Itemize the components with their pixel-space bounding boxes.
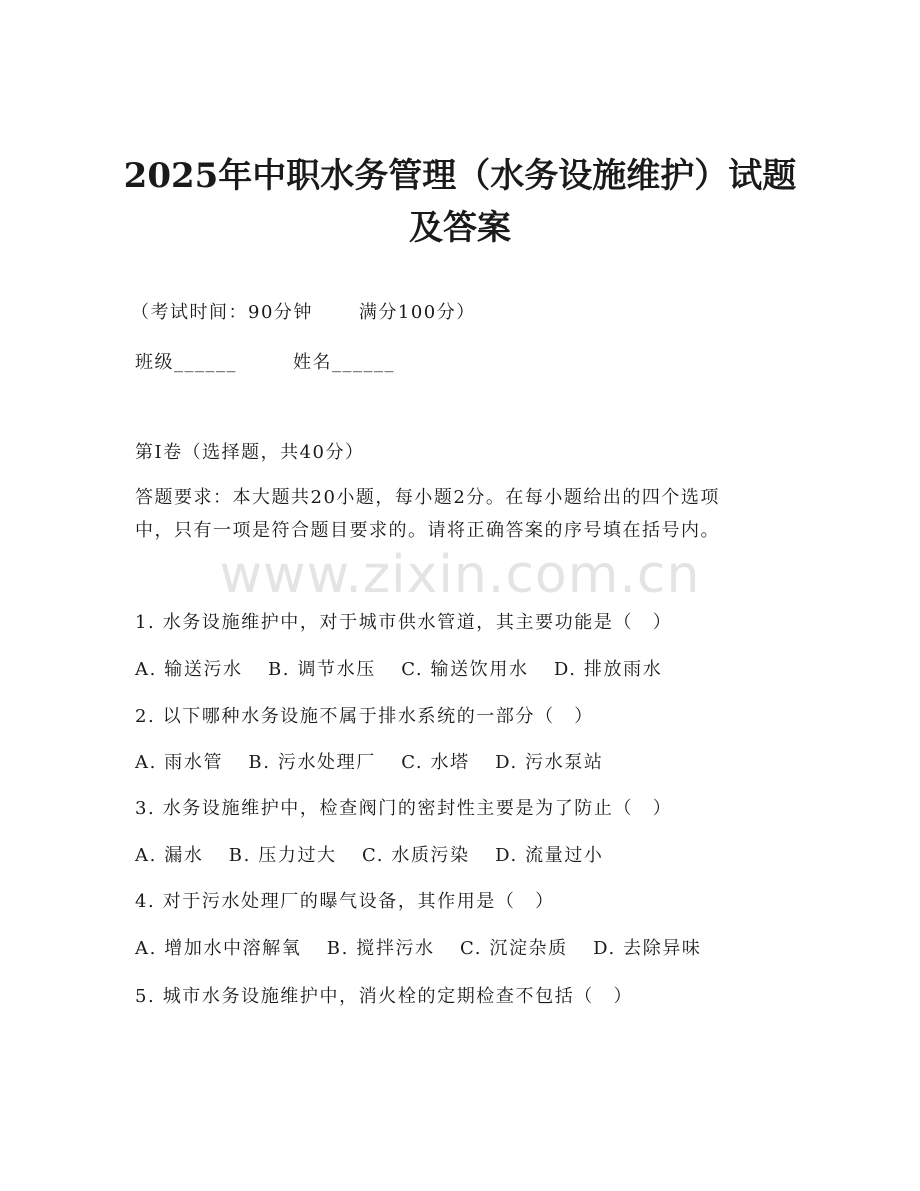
- option-a: A. 输送污水: [135, 659, 243, 680]
- option-b: B. 调节水压: [267, 659, 376, 680]
- watermark: www.zixin.com.cn: [219, 545, 701, 605]
- question-stem: 3. 水务设施维护中，检查阀门的密封性主要是为了防止（ ）: [135, 798, 673, 819]
- full-score: 满分100分）: [358, 302, 476, 323]
- question-stem: 1. 水务设施维护中，对于城市供水管道，其主要功能是（ ）: [135, 612, 673, 633]
- option-d: D. 污水泵站: [495, 752, 604, 773]
- instructions-line1: 答题要求：本大题共20小题，每小题2分。在每小题给出的四个选项: [135, 487, 720, 508]
- option-c: C. 水塔: [401, 752, 470, 773]
- name-field: 姓名______: [293, 352, 395, 373]
- question-options: [135, 936, 702, 962]
- question-stem: 4. 对于污水处理厂的曝气设备，其作用是（ ）: [135, 891, 555, 912]
- exam-time: （考试时间：90分钟: [131, 302, 313, 323]
- instructions-line2: 中，只有一项是符合题目要求的。请将正确答案的序号填在括号内。: [135, 520, 720, 541]
- document-title-line2: 及答案: [409, 208, 511, 248]
- option-c: C. 输送饮用水: [401, 659, 529, 680]
- question-options: [135, 843, 604, 869]
- option-d: D. 流量过小: [495, 845, 604, 866]
- option-d: D. 排放雨水: [553, 659, 663, 680]
- question-stem: 5. 城市水务设施维护中，消火栓的定期检查不包括（ ）: [135, 986, 634, 1007]
- document-title-line1: 2025年中职水务管理（水务设施维护）试题: [123, 156, 797, 196]
- option-b: B. 压力过大: [228, 845, 337, 866]
- option-c: C. 沉淀杂质: [459, 938, 568, 959]
- question-stem: 2. 以下哪种水务设施不属于排水系统的一部分（ ）: [135, 706, 594, 727]
- exam-info: [131, 300, 476, 326]
- class-field: 班级______: [135, 352, 237, 373]
- option-b: B. 搅拌污水: [326, 938, 435, 959]
- section-header: 第I卷（选择题，共40分）: [135, 442, 365, 463]
- option-c: C. 水质污染: [361, 845, 470, 866]
- option-a: A. 增加水中溶解氧: [135, 938, 302, 959]
- question-options: [135, 657, 662, 683]
- option-d: D. 去除异味: [593, 938, 702, 959]
- question-options: [135, 750, 604, 776]
- option-b: B. 污水处理厂: [248, 752, 376, 773]
- option-a: A. 漏水: [135, 845, 204, 866]
- option-a: A. 雨水管: [135, 752, 224, 773]
- student-info: [135, 350, 395, 376]
